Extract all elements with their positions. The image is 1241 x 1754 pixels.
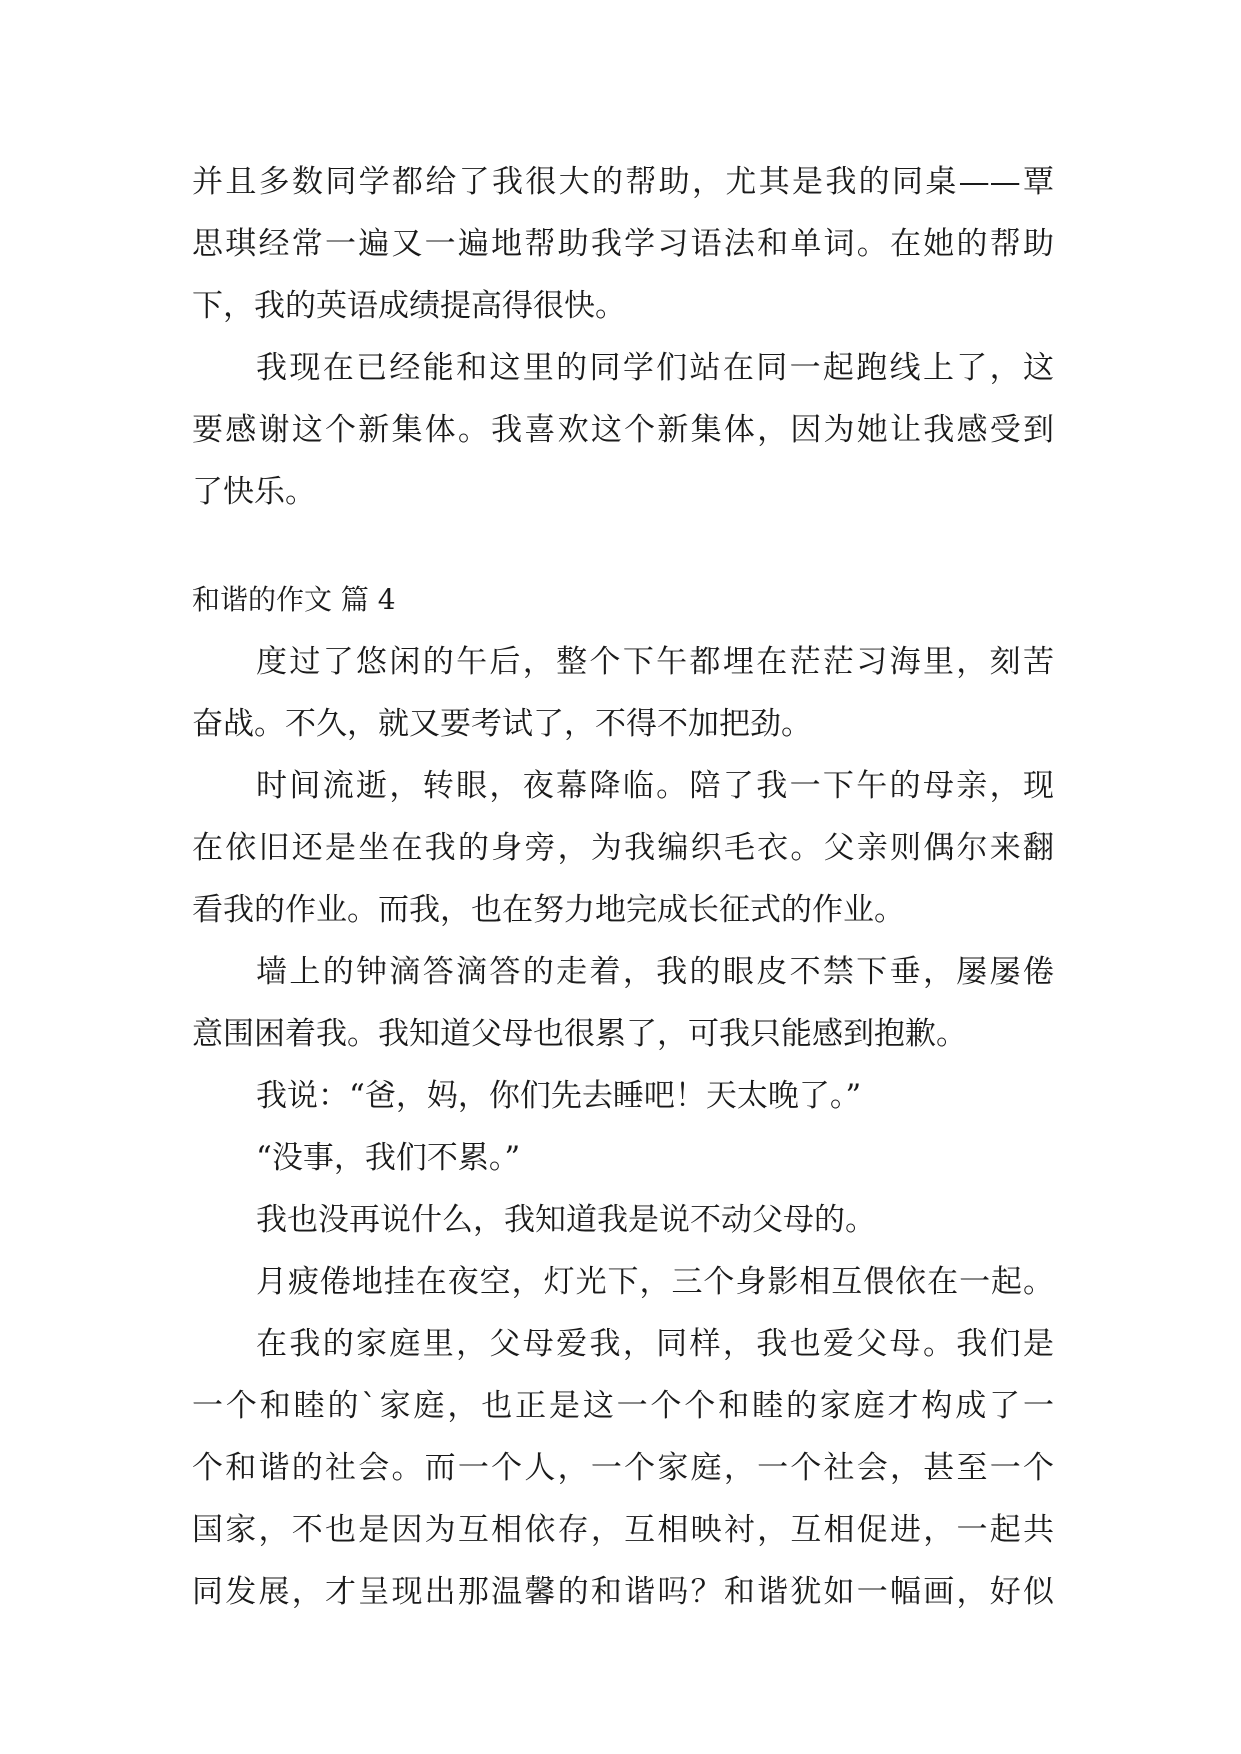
text-line: 国家，不也是因为互相依存，互相映衬，互相促进，一起共 — [192, 1512, 1054, 1548]
text-line: 要感谢这个新集体。我喜欢这个新集体，因为她让我感受到 — [192, 412, 1054, 448]
text-line: 同发展，才呈现出那温馨的和谐吗？和谐犹如一幅画，好似 — [192, 1574, 1054, 1610]
text-line: 一个和睦的`家庭，也正是这一个个和睦的家庭才构成了一 — [192, 1388, 1054, 1424]
text-line: 看我的作业。而我，也在努力地完成长征式的作业。 — [192, 892, 905, 928]
text-line: 月疲倦地挂在夜空，灯光下，三个身影相互偎依在一起。 — [256, 1264, 1054, 1300]
text-line: 度过了悠闲的午后，整个下午都埋在茫茫习海里，刻苦 — [256, 644, 1054, 680]
text-line: 并且多数同学都给了我很大的帮助，尤其是我的同桌——覃 — [192, 164, 1054, 200]
text-line: 思琪经常一遍又一遍地帮助我学习语法和单词。在她的帮助 — [192, 226, 1054, 262]
text-line: “没事，我们不累。” — [256, 1140, 521, 1176]
section-heading: 和谐的作文 篇 4 — [192, 583, 396, 616]
text-line: 我现在已经能和这里的同学们站在同一起跑线上了，这 — [256, 350, 1054, 386]
text-line: 意围困着我。我知道父母也很累了，可我只能感到抱歉。 — [192, 1016, 967, 1052]
text-line: 个和谐的社会。而一个人，一个家庭，一个社会，甚至一个 — [192, 1450, 1054, 1486]
text-line: 时间流逝，转眼，夜幕降临。陪了我一下午的母亲，现 — [256, 768, 1054, 804]
text-line: 下，我的英语成绩提高得很快。 — [192, 288, 626, 324]
text-line: 在我的家庭里，父母爱我，同样，我也爱父母。我们是 — [256, 1326, 1054, 1362]
text-line: 奋战。不久，就又要考试了，不得不加把劲。 — [192, 706, 812, 742]
text-line: 在依旧还是坐在我的身旁，为我编织毛衣。父亲则偶尔来翻 — [192, 830, 1054, 866]
text-line: 了快乐。 — [192, 474, 316, 510]
text-line: 墙上的钟滴答滴答的走着，我的眼皮不禁下垂，屡屡倦 — [256, 954, 1054, 990]
text-line: 我说：“爸，妈，你们先去睡吧！天太晚了。” — [256, 1078, 862, 1114]
text-line: 我也没再说什么，我知道我是说不动父母的。 — [256, 1202, 876, 1238]
